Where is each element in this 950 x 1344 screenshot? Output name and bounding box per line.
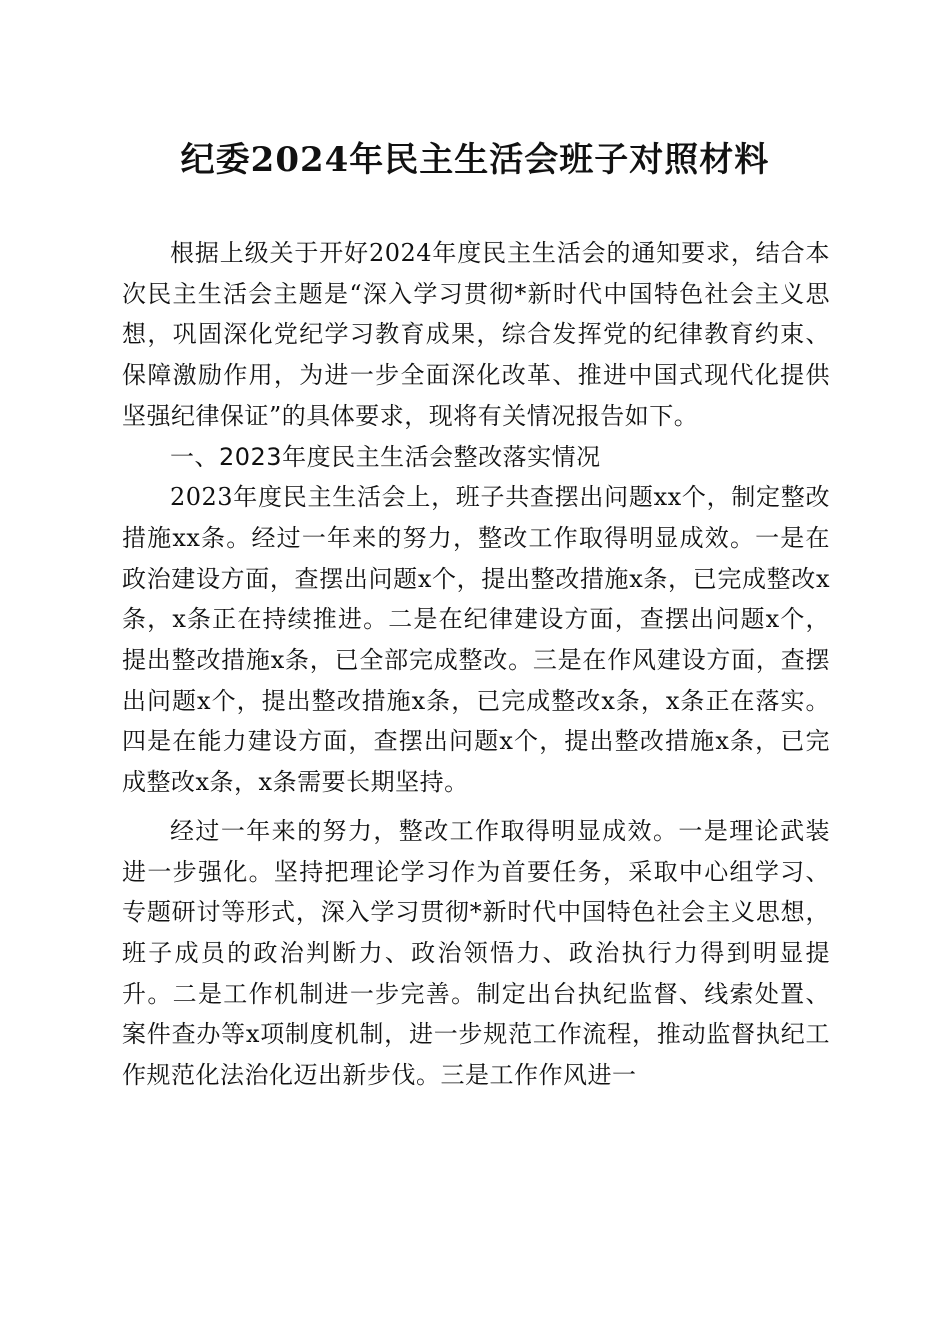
results-paragraph: 经过一年来的努力，整改工作取得明显成效。一是理论武装进一步强化。坚持把理论学习作为首要任务，采取中心组学习、专题研讨等形式，深入学习贯彻*新时代中国特色社会主义思想，班子成员的政治判断力、政治领悟力、政治执行力得到明显提升。二是工作机制进一步完善。制定出台执纪监督、线索处置、案件查办等x项制度机制，进一步规范工作流程，推动监督执纪工作规范化法治化迈出新步伐。三是工作作风进一 <box>122 816 830 1090</box>
document-body <box>122 233 830 1096</box>
section-heading: 一、2023年度民主生活会整改落实情况 <box>170 442 601 471</box>
rectification-paragraph: 2023年度民主生活会上，班子共查摆出问题xx个，制定整改措施xx条。经过一年来的努力，整改工作取得明显成效。一是在政治建设方面，查摆出问题x个，提出整改措施x条，已完成整改x条，x条正在持续推进。二是在纪律建设方面，查摆出问题x个，提出整改措施x条，已全部完成整改。三是在作风建设方面，查摆出问题x个，提出整改措施x条，已完成整改x条，x条正在落实。四是在能力建设方面，查摆出问题x个，提出整改措施x条，已完成整改x条，x条需要长期坚持。 <box>122 483 830 797</box>
document-title: 纪委2024年民主生活会班子对照材料 <box>180 140 770 180</box>
intro-paragraph: 根据上级关于开好2024年度民主生活会的通知要求，结合本次民主生活会主题是“深入学习贯彻*新时代中国特色社会主义思想，巩固深化党纪学习教育成果，综合发挥党的纪律教育约束、保障激励作用，为进一步全面深化改革、推进中国式现代化提供坚强纪律保证”的具体要求，现将有关情况报告如下。 <box>122 239 830 430</box>
